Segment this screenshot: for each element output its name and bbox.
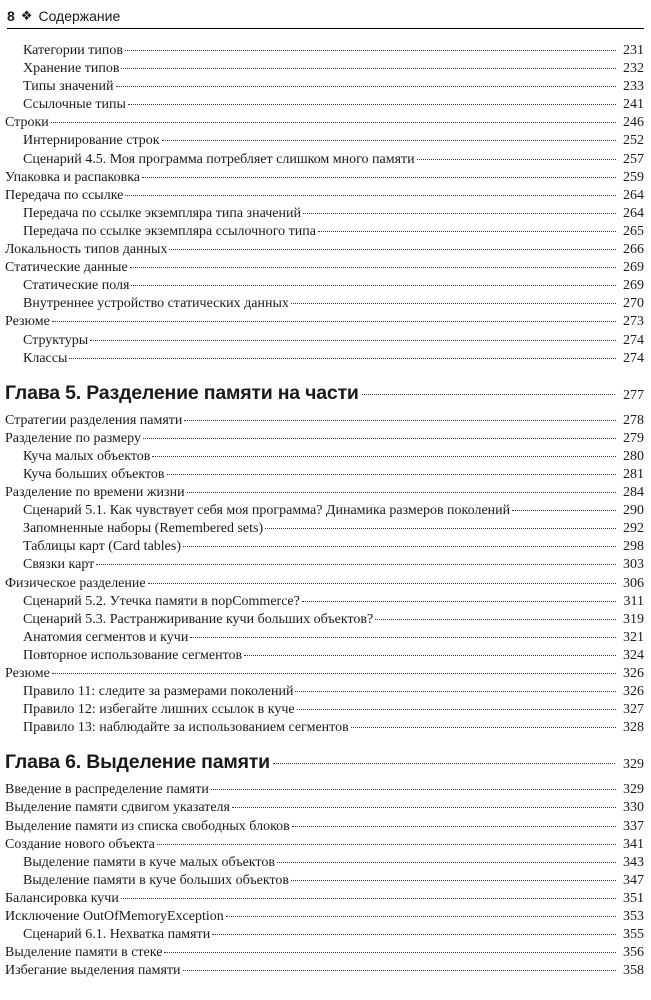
toc-entry[interactable] <box>5 701 644 719</box>
dot-leader <box>303 213 616 214</box>
toc-entry[interactable] <box>5 187 644 205</box>
toc-entry[interactable] <box>5 520 644 538</box>
dot-leader <box>417 159 616 160</box>
dot-leader <box>162 140 616 141</box>
toc-entry-page: 311 <box>623 593 644 609</box>
toc-entry-page: 306 <box>623 575 644 591</box>
toc-entry[interactable] <box>5 611 644 629</box>
dot-leader <box>125 50 616 51</box>
dot-leader <box>226 916 616 917</box>
toc-entry-title: Балансировка кучи <box>5 890 119 906</box>
dot-leader <box>212 934 616 935</box>
toc-entry-page: 351 <box>623 890 644 906</box>
dot-leader <box>121 898 616 899</box>
toc-entry-title: Сценарий 5.2. Утечка памяти в nopCommerce? <box>23 593 300 609</box>
toc-entry-page: 343 <box>623 854 644 870</box>
dot-leader <box>318 231 616 232</box>
dot-leader <box>183 970 616 971</box>
chapter-page: 277 <box>623 387 644 403</box>
toc-entry-title: Внутреннее устройство статических данных <box>23 296 289 312</box>
toc-entry[interactable] <box>5 799 644 817</box>
toc-entry-page: 328 <box>623 720 644 736</box>
toc-entry-page: 341 <box>623 836 644 852</box>
toc-entry-page: 264 <box>623 187 644 203</box>
dot-leader <box>52 673 616 674</box>
toc-entry[interactable] <box>5 556 644 574</box>
toc-entry-title: Связки карт <box>23 557 95 573</box>
chapter-title: Глава 5. Разделение памяти на части <box>5 381 359 404</box>
dot-leader <box>244 655 616 656</box>
toc-entry-page: 326 <box>623 684 644 700</box>
dot-leader <box>51 122 616 123</box>
dot-leader <box>184 420 616 421</box>
toc-entry[interactable] <box>5 60 644 78</box>
dot-leader <box>96 564 616 565</box>
toc-entry-title: Куча больших объектов <box>23 466 165 482</box>
toc-entry-title: Правило 12: избегайте лишних ссылок в куче <box>23 702 295 718</box>
toc-entry[interactable] <box>5 908 644 926</box>
toc-entry[interactable] <box>5 593 644 611</box>
dot-leader <box>164 952 616 953</box>
toc-entry-title: Разделение по времени жизни <box>5 485 185 501</box>
toc-entry-title: Повторное использование сегментов <box>23 647 243 663</box>
toc-entry[interactable] <box>5 962 644 980</box>
toc-entry-title: Хранение типов <box>23 61 120 77</box>
toc-entry[interactable] <box>5 647 644 665</box>
dot-leader <box>302 601 616 602</box>
dot-leader <box>116 86 616 87</box>
toc-entry[interactable] <box>5 78 644 96</box>
chapter-6-heading[interactable] <box>5 749 644 775</box>
toc-entry-title: Создание нового объекта <box>5 836 155 852</box>
dot-leader <box>512 510 616 511</box>
toc-entry[interactable] <box>5 42 644 60</box>
toc-entry-page: 298 <box>623 539 644 555</box>
chapter-page: 329 <box>623 757 644 773</box>
toc-entry-page: 232 <box>623 61 644 77</box>
toc-entry[interactable] <box>5 818 644 836</box>
toc-entry-page: 265 <box>623 223 644 239</box>
toc-entry-title: Интернирование строк <box>23 133 160 149</box>
toc-section-chapter5 <box>5 412 644 738</box>
toc-section-chapter4-tail <box>5 42 644 368</box>
toc-entry[interactable] <box>5 719 644 737</box>
toc-entry-title: Сценарий 4.5. Моя программа потребляет слишком много памяти <box>23 151 415 167</box>
toc-entry-page: 284 <box>623 485 644 501</box>
toc-entry-title: Типы значений <box>23 79 114 95</box>
toc-entry-page: 274 <box>623 332 644 348</box>
toc-entry[interactable] <box>5 836 644 854</box>
toc-entry[interactable] <box>5 350 644 368</box>
toc-entry-page: 355 <box>623 927 644 943</box>
toc-entry[interactable] <box>5 412 644 430</box>
toc-entry[interactable] <box>5 629 644 647</box>
dot-leader <box>69 358 616 359</box>
toc-entry-title: Статические данные <box>5 260 128 276</box>
toc-entry[interactable] <box>5 430 644 448</box>
dot-leader <box>292 826 616 827</box>
dot-leader <box>232 807 616 808</box>
toc-entry[interactable] <box>5 484 644 502</box>
toc-entry-page: 280 <box>623 448 644 464</box>
dot-leader <box>167 474 616 475</box>
toc-entry-page: 273 <box>623 314 644 330</box>
toc-entry-page: 231 <box>623 43 644 58</box>
dot-leader <box>351 727 616 728</box>
toc-entry-title: Выделение памяти в куче малых объектов <box>23 854 275 870</box>
toc-entry-title: Таблицы карт (Card tables) <box>23 539 181 555</box>
toc-entry-page: 266 <box>623 242 644 258</box>
dot-leader <box>265 528 616 529</box>
toc-entry-page: 270 <box>623 296 644 312</box>
dot-leader <box>375 619 616 620</box>
toc-entry-title: Разделение по размеру <box>5 430 141 446</box>
toc-entry-page: 274 <box>623 350 644 366</box>
toc-entry-page: 246 <box>623 115 644 131</box>
toc-entry-title: Упаковка и распаковка <box>5 169 141 185</box>
chapter-5-heading[interactable] <box>5 380 644 406</box>
toc-entry[interactable] <box>5 538 644 556</box>
toc-entry-page: 358 <box>623 963 644 979</box>
toc-entry-title: Стратегии разделения памяти <box>5 412 183 428</box>
toc-entry-page: 241 <box>623 97 644 113</box>
dot-leader <box>362 394 615 395</box>
diamond-separator-icon: ❖ <box>20 8 33 23</box>
toc-entry[interactable] <box>5 259 644 277</box>
toc-entry[interactable] <box>5 683 644 701</box>
toc-entry-page: 337 <box>623 818 644 834</box>
toc-entry[interactable] <box>5 926 644 944</box>
toc-entry-page: 259 <box>623 169 644 185</box>
toc-entry-title: Введение в распределение памяти <box>5 782 209 798</box>
toc-entry-page: 326 <box>623 666 644 681</box>
dot-leader <box>169 249 616 250</box>
toc-entry-title: Статические поля <box>23 278 130 294</box>
toc-entry-page: 269 <box>623 278 644 294</box>
table-of-contents <box>5 42 644 980</box>
dot-leader <box>295 691 616 692</box>
dot-leader <box>297 709 616 710</box>
toc-entry-page: 321 <box>623 629 644 645</box>
toc-entry[interactable] <box>5 223 644 241</box>
toc-entry[interactable] <box>5 890 644 908</box>
toc-entry-title: Передача по ссылке экземпляра типа значений <box>23 205 301 221</box>
toc-entry-title: Запомненные наборы (Remembered sets) <box>23 521 264 537</box>
toc-entry-page: 264 <box>623 205 644 221</box>
toc-entry-page: 290 <box>623 503 644 519</box>
dot-leader <box>128 104 616 105</box>
toc-entry-title: Исключение OutOfMemoryException <box>5 909 224 925</box>
dot-leader <box>131 285 616 286</box>
running-header-title: Содержание <box>38 8 121 24</box>
toc-entry-title: Категории типов <box>23 43 123 58</box>
toc-entry-title: Классы <box>23 350 68 366</box>
toc-entry-page: 327 <box>623 702 644 718</box>
toc-entry-page: 330 <box>623 800 644 816</box>
dot-leader <box>183 546 616 547</box>
toc-entry[interactable] <box>5 151 644 169</box>
toc-entry-title: Выделение памяти из списка свободных блоков <box>5 818 290 834</box>
toc-entry-page: 278 <box>623 412 644 428</box>
toc-entry[interactable] <box>5 332 644 350</box>
toc-entry[interactable] <box>5 466 644 484</box>
dot-leader <box>277 862 616 863</box>
toc-entry-page: 279 <box>623 430 644 446</box>
toc-entry[interactable] <box>5 872 644 890</box>
toc-entry-title: Правило 11: следите за размерами поколений <box>23 684 294 700</box>
toc-entry[interactable] <box>5 944 644 962</box>
toc-entry-page: 353 <box>623 909 644 925</box>
toc-entry-title: Резюме <box>5 666 50 681</box>
dot-leader <box>291 303 616 304</box>
toc-entry[interactable] <box>5 277 644 295</box>
running-header <box>7 4 644 29</box>
dot-leader <box>157 844 616 845</box>
toc-entry[interactable] <box>5 295 644 313</box>
toc-entry-page: 257 <box>623 151 644 167</box>
dot-leader <box>211 789 616 790</box>
toc-entry-page: 233 <box>623 79 644 95</box>
toc-entry[interactable] <box>5 781 644 799</box>
toc-entry[interactable] <box>5 313 644 331</box>
dot-leader <box>125 195 616 196</box>
chapter-title: Глава 6. Выделение памяти <box>5 751 270 774</box>
dot-leader <box>121 68 616 69</box>
toc-entry-title: Ссылочные типы <box>23 97 126 113</box>
toc-entry-title: Куча малых объектов <box>23 448 151 464</box>
dot-leader <box>273 763 615 764</box>
toc-entry[interactable] <box>5 502 644 520</box>
toc-entry[interactable] <box>5 854 644 872</box>
toc-entry[interactable] <box>5 114 644 132</box>
toc-entry-page: 356 <box>623 945 644 961</box>
toc-entry-title: Физическое разделение <box>5 575 146 591</box>
toc-entry-title: Анатомия сегментов и кучи <box>23 629 189 645</box>
toc-entry-page: 269 <box>623 260 644 276</box>
dot-leader <box>143 438 616 439</box>
toc-entry-title: Сценарий 5.3. Растранжиривание кучи больших объектов? <box>23 611 374 627</box>
toc-entry[interactable] <box>5 241 644 259</box>
toc-entry-title: Выделение памяти сдвигом указателя <box>5 800 230 816</box>
page-number: 8 <box>7 8 15 24</box>
toc-entry[interactable] <box>5 132 644 150</box>
toc-entry[interactable] <box>5 448 644 466</box>
toc-entry[interactable] <box>5 96 644 114</box>
toc-entry-page: 252 <box>623 133 644 149</box>
dot-leader <box>152 456 616 457</box>
toc-entry-page: 281 <box>623 466 644 482</box>
toc-entry-page: 292 <box>623 521 644 537</box>
toc-entry-title: Сценарий 5.1. Как чувствует себя моя программа? Динамика размеров поколений <box>23 503 511 519</box>
toc-entry-title: Резюме <box>5 314 50 330</box>
dot-leader <box>90 340 616 341</box>
toc-section-chapter6 <box>5 781 644 980</box>
toc-entry-title: Избегание выделения памяти <box>5 963 181 979</box>
toc-entry-title: Выделение памяти в стеке <box>5 945 163 961</box>
toc-entry-title: Правило 13: наблюдайте за использованием сегментов <box>23 720 349 736</box>
toc-entry-title: Передача по ссылке экземпляра ссылочного типа <box>23 223 316 239</box>
dot-leader <box>187 492 616 493</box>
toc-entry-title: Структуры <box>23 332 89 348</box>
dot-leader <box>291 880 616 881</box>
dot-leader <box>130 267 616 268</box>
dot-leader <box>142 177 616 178</box>
toc-entry-page: 329 <box>623 782 644 798</box>
dot-leader <box>190 637 616 638</box>
toc-entry-page: 347 <box>623 872 644 888</box>
toc-entry-page: 324 <box>623 647 644 663</box>
toc-entry-title: Локальность типов данных <box>5 242 168 258</box>
toc-entry[interactable] <box>5 169 644 187</box>
toc-entry[interactable] <box>5 665 644 683</box>
toc-entry-title: Выделение памяти в куче больших объектов <box>23 872 290 888</box>
toc-entry-title: Передача по ссылке <box>5 187 124 203</box>
toc-entry-title: Сценарий 6.1. Нехватка памяти <box>23 927 211 943</box>
toc-entry-title: Строки <box>5 115 49 131</box>
toc-entry-page: 319 <box>623 611 644 627</box>
dot-leader <box>148 583 616 584</box>
toc-entry[interactable] <box>5 205 644 223</box>
toc-entry-page: 303 <box>623 557 644 573</box>
toc-entry[interactable] <box>5 575 644 593</box>
dot-leader <box>52 321 616 322</box>
